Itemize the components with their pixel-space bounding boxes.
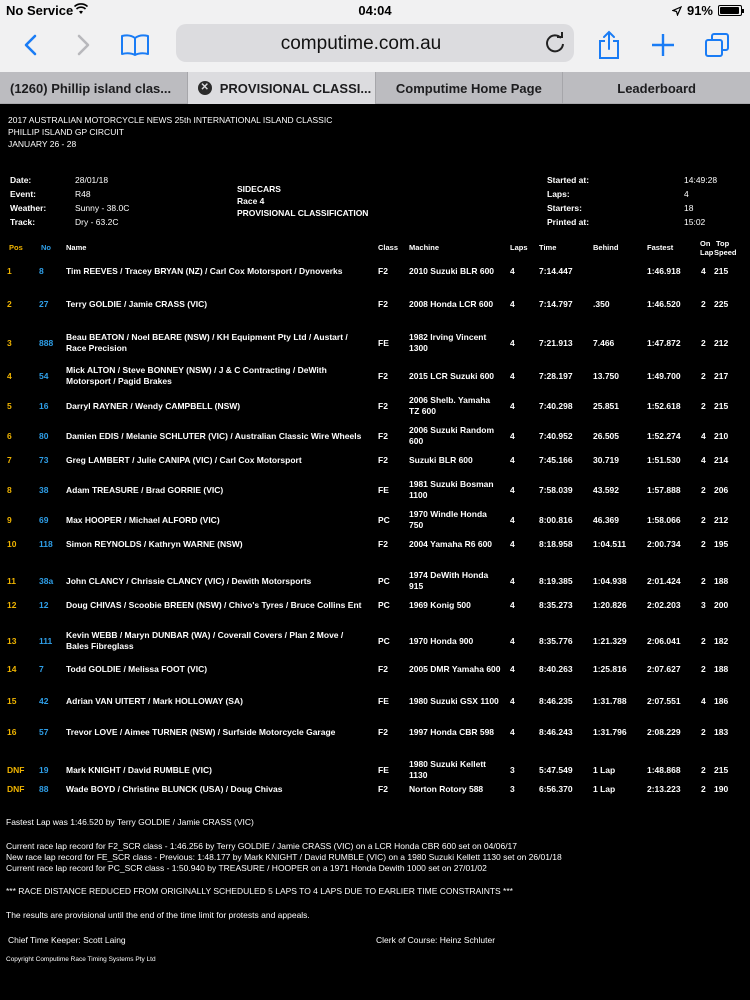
cell-machine: Suzuki BLR 600 (409, 455, 473, 465)
cell-pos: 11 (7, 576, 16, 586)
cell-fastest: 1:47.872 (647, 338, 681, 348)
cell-laps: 4 (510, 696, 515, 706)
cell-machine: 2005 DMR Yamaha 600 (409, 664, 501, 674)
battery-icon (718, 5, 742, 16)
cell-time: 6:56.370 (539, 784, 573, 794)
lap-record-fe: New race lap record for FE_SCR class - Previous: 1:48.177 by Mark KNIGHT / David RUMBLE (VIC) on a 1980 Suzuki Kellett 1130 set on 26/01/18 (6, 852, 562, 862)
col-name: Name (66, 243, 87, 252)
cell-pos: DNF (7, 784, 25, 794)
cell-laps: 3 (510, 784, 515, 794)
forward-button[interactable] (66, 28, 100, 62)
track-value: Dry - 63.2C (75, 217, 119, 227)
cell-name: Kevin WEBB / Maryn DUNBAR (WA) / Coverall Covers / Plan 2 Move / Bales Fibreglass (66, 630, 344, 651)
share-icon (598, 30, 620, 60)
cell-machine: 1997 Honda CBR 598 (409, 727, 495, 737)
cell-fastest: 2:06.041 (647, 636, 681, 646)
cell-class: PC (378, 600, 390, 610)
chief-time-keeper: Chief Time Keeper: Scott Laing (8, 935, 126, 945)
cell-no: 27 (39, 299, 49, 309)
cell-name: Doug CHIVAS / Scoobie BREEN (NSW) / Chivo's Tyres / Bruce Collins Ent (66, 600, 362, 610)
cell-laps: 4 (510, 401, 515, 411)
col-pos: Pos (9, 243, 23, 252)
cell-machine: 2015 LCR Suzuki 600 (409, 371, 495, 381)
cell-fastest: 1:49.700 (647, 371, 681, 381)
cell-time: 7:28.197 (539, 371, 573, 381)
cell-time: 7:58.039 (539, 485, 573, 495)
cell-time: 7:45.166 (539, 455, 573, 465)
cell-name: Mick ALTON / Steve BONNEY (NSW) / J & C Contracting / DeWith Motorsport / Pagid Brakes (66, 365, 327, 386)
status-right (672, 3, 742, 18)
lap-record-pc: Current race lap record for PC_SCR class - 1:50.940 by TREASURE / HOOPER on a 1971 Honda Dewith 1000 set on 27/01/02 (6, 863, 487, 873)
cell-no: 7 (39, 664, 44, 674)
cell-behind: 1:21.329 (593, 636, 627, 646)
cell-pos: DNF (7, 765, 25, 775)
cell-time: 7:40.952 (539, 431, 573, 441)
col-class: Class (378, 243, 399, 252)
cell-name: Max HOOPER / Michael ALFORD (VIC) (66, 515, 220, 525)
cell-class: F2 (378, 664, 388, 674)
cell-machine: 1970 Windle Honda 750 (409, 509, 487, 530)
cell-pos: 12 (7, 600, 17, 610)
cell-class: F2 (378, 401, 388, 411)
clerk-of-course: Clerk of Course: Heinz Schluter (376, 935, 496, 945)
cell-time: 5:47.549 (539, 765, 573, 775)
cell-machine: 2006 Suzuki Random 600 (409, 425, 495, 446)
cell-no: 42 (39, 696, 49, 706)
started-value: 14:49:28 (684, 175, 718, 185)
tabs-overview-button[interactable] (700, 28, 734, 62)
tabs-icon (705, 33, 729, 57)
event-label: Event: (10, 189, 36, 199)
tab-computime-home[interactable] (376, 72, 564, 104)
cell-machine: 1980 Suzuki GSX 1100 (409, 696, 499, 706)
cell-machine: 2010 Suzuki BLR 600 (409, 266, 495, 276)
cell-behind: 1:04.938 (593, 576, 627, 586)
cell-time: 7:21.913 (539, 338, 573, 348)
starters-value: 18 (684, 203, 694, 213)
book-icon (120, 33, 150, 57)
cell-name: John CLANCY / Chrissie CLANCY (VIC) / Dewith Motorsports (66, 576, 312, 586)
cell-on: 2 (701, 299, 706, 309)
cell-class: F2 (378, 431, 388, 441)
date-label: Date: (10, 175, 32, 185)
cell-behind: 1:20.826 (593, 600, 627, 610)
cell-no: 54 (39, 371, 49, 381)
cell-behind: 13.750 (593, 371, 619, 381)
classification-type: PROVISIONAL CLASSIFICATION (237, 208, 369, 218)
cell-on: 2 (701, 576, 706, 586)
cell-name: Tim REEVES / Tracey BRYAN (NZ) / Carl Cox Motorsport / Dynoverks (66, 266, 343, 276)
cell-speed: 217 (714, 371, 729, 381)
cell-time: 8:35.273 (539, 600, 573, 610)
cell-no: 19 (39, 765, 49, 775)
cell-name: Damien EDIS / Melanie SCHLUTER (VIC) / Australian Classic Wire Wheels (66, 431, 362, 441)
reload-icon[interactable] (544, 32, 566, 54)
cell-machine: 1969 Konig 500 (409, 600, 471, 610)
cell-class: PC (378, 636, 390, 646)
cell-speed: 225 (714, 299, 729, 309)
cell-laps: 4 (510, 338, 515, 348)
cell-class: PC (378, 576, 390, 586)
chevron-left-icon (23, 34, 39, 56)
cell-fastest: 1:57.888 (647, 485, 681, 495)
cell-time: 8:18.958 (539, 539, 573, 549)
cell-machine: 1981 Suzuki Bosman 1100 (409, 479, 494, 500)
cell-laps: 4 (510, 576, 515, 586)
cell-speed: 210 (714, 431, 729, 441)
col-behind: Behind (593, 243, 619, 252)
cell-time: 7:14.797 (539, 299, 573, 309)
share-button[interactable] (592, 28, 626, 62)
lap-record-f2: Current race lap record for F2_SCR class - 1:46.256 by Terry GOLDIE / Jamie CRASS (VIC) on a LCR Honda CBR 600 set on 04/06/17 (6, 841, 518, 851)
cell-fastest: 2:08.229 (647, 727, 681, 737)
cell-fastest: 2:07.627 (647, 664, 681, 674)
cell-fastest: 1:46.520 (647, 299, 681, 309)
col-speed: Speed (714, 248, 737, 257)
cell-machine: 2008 Honda LCR 600 (409, 299, 494, 309)
cell-name: Adrian VAN UITERT / Mark HOLLOWAY (SA) (66, 696, 243, 706)
cell-speed: 215 (714, 401, 729, 411)
cell-pos: 15 (7, 696, 17, 706)
weather-value: Sunny - 38.0C (75, 203, 130, 213)
cell-pos: 13 (7, 636, 17, 646)
cell-pos: 14 (7, 664, 17, 674)
cell-fastest: 2:00.734 (647, 539, 681, 549)
cell-no: 8 (39, 266, 44, 276)
cell-class: F2 (378, 299, 388, 309)
cell-class: F2 (378, 266, 388, 276)
cell-behind: 1 Lap (593, 784, 616, 794)
tab-bar (0, 72, 750, 104)
cell-class: FE (378, 696, 389, 706)
cell-time: 8:46.235 (539, 696, 573, 706)
cell-speed: 188 (714, 576, 729, 586)
date-value: 28/01/18 (75, 175, 109, 185)
event-header (8, 114, 332, 150)
starters-label: Starters: (547, 203, 582, 213)
location-arrow-icon (672, 6, 682, 16)
tab-leaderboard[interactable] (563, 72, 750, 104)
col-fastest: Fastest (647, 243, 674, 252)
cell-time: 8:46.243 (539, 727, 573, 737)
col-on: On (700, 239, 711, 248)
cell-laps: 4 (510, 485, 515, 495)
cell-speed: 195 (714, 539, 729, 549)
cell-machine: 1982 Irving Vincent 1300 (409, 332, 487, 353)
cell-name: Wade BOYD / Christine BLUNCK (USA) / Doug Chivas (66, 784, 283, 794)
cell-on: 2 (701, 636, 706, 646)
cell-on: 4 (701, 431, 706, 441)
cell-pos: 6 (7, 431, 12, 441)
event-value: R48 (75, 189, 91, 199)
cell-no: 73 (39, 455, 49, 465)
cell-class: F2 (378, 455, 388, 465)
cell-behind: 26.505 (593, 431, 619, 441)
cell-class: FE (378, 485, 389, 495)
cell-fastest: 2:07.551 (647, 696, 681, 706)
col-laps: Laps (510, 243, 528, 252)
race-class: SIDECARS (237, 184, 281, 194)
event-dates: JANUARY 26 - 28 (8, 139, 77, 149)
race-distance-notice: *** RACE DISTANCE REDUCED FROM ORIGINALLY SCHEDULED 5 LAPS TO 4 LAPS DUE TO EARLIER TIME CONSTRAINTS *** (6, 886, 513, 896)
cell-no: 118 (39, 539, 53, 549)
browser-toolbar (0, 20, 750, 72)
event-venue: PHILLIP ISLAND GP CIRCUIT (8, 127, 124, 137)
cell-fastest: 2:01.424 (647, 576, 681, 586)
cell-no: 16 (39, 401, 49, 411)
cell-class: F2 (378, 784, 388, 794)
cell-on: 4 (701, 266, 706, 276)
address-bar[interactable] (176, 24, 574, 62)
col-no: No (41, 243, 51, 252)
results-page (0, 104, 750, 1000)
cell-behind: 1:25.816 (593, 664, 627, 674)
close-tab-icon[interactable]: ✕ (198, 81, 212, 95)
cell-pos: 16 (7, 727, 17, 737)
cell-behind: 1:31.796 (593, 727, 627, 737)
cell-on: 2 (701, 401, 706, 411)
cell-no: 80 (39, 431, 49, 441)
cell-machine: 1970 Honda 900 (409, 636, 474, 646)
cell-name: Greg LAMBERT / Julie CANIPA (VIC) / Carl Cox Motorsport (66, 455, 302, 465)
cell-pos: 3 (7, 338, 12, 348)
cell-on: 3 (701, 600, 706, 610)
cell-fastest: 2:02.203 (647, 600, 681, 610)
cell-on: 2 (701, 515, 706, 525)
tab-label: PROVISIONAL CLASSI... (219, 80, 372, 96)
tab-provisional-classification[interactable] (188, 72, 376, 104)
cell-name: Todd GOLDIE / Melissa FOOT (VIC) (66, 664, 208, 674)
cell-machine: 2004 Yamaha R6 600 (409, 539, 493, 549)
cell-pos: 7 (7, 455, 12, 465)
cell-behind: 25.851 (593, 401, 619, 411)
cell-name: Simon REYNOLDS / Kathryn WARNE (NSW) (66, 539, 243, 549)
chevron-right-icon (75, 34, 91, 56)
cell-pos: 8 (7, 485, 12, 495)
cell-class: F2 (378, 371, 388, 381)
cell-behind: 1:04.511 (593, 539, 627, 549)
cell-fastest: 1:48.868 (647, 765, 681, 775)
cell-time: 8:35.776 (539, 636, 573, 646)
cell-speed: 200 (714, 600, 729, 610)
cell-time: 8:00.816 (539, 515, 573, 525)
track-label: Track: (10, 217, 36, 227)
cell-machine: 1974 DeWith Honda 915 (409, 570, 489, 591)
cell-name: Darryl RAYNER / Wendy CAMPBELL (NSW) (66, 401, 241, 411)
cell-pos: 4 (7, 371, 12, 381)
copyright: Copyright Computime Race Timing Systems Pty Ltd (6, 956, 156, 963)
cell-no: 69 (39, 515, 49, 525)
clock: 04:04 (358, 3, 392, 18)
cell-fastest: 1:51.530 (647, 455, 681, 465)
cell-laps: 4 (510, 539, 515, 549)
cell-on: 2 (701, 539, 706, 549)
col-lap: Lap (700, 248, 714, 257)
cell-on: 2 (701, 784, 706, 794)
cell-speed: 183 (714, 727, 729, 737)
cell-laps: 4 (510, 636, 515, 646)
cell-behind: 1:31.788 (593, 696, 627, 706)
cell-speed: 215 (714, 266, 729, 276)
cell-no: 888 (39, 338, 54, 348)
cell-laps: 4 (510, 727, 515, 737)
cell-class: FE (378, 338, 389, 348)
cell-speed: 215 (714, 765, 729, 775)
cell-speed: 190 (714, 784, 729, 794)
cell-class: F2 (378, 727, 388, 737)
cell-class: PC (378, 515, 390, 525)
cell-behind: 7.466 (593, 338, 615, 348)
cell-laps: 4 (510, 299, 515, 309)
race-number: Race 4 (237, 196, 265, 206)
cell-behind: 43.592 (593, 485, 619, 495)
cell-pos: 2 (7, 299, 12, 309)
cell-no: 12 (39, 600, 49, 610)
cell-class: F2 (378, 539, 388, 549)
cell-pos: 1 (7, 266, 12, 276)
cell-fastest: 1:46.918 (647, 266, 681, 276)
cell-behind: 46.369 (593, 515, 619, 525)
cell-behind: 30.719 (593, 455, 619, 465)
back-button[interactable] (14, 28, 48, 62)
cell-name: Mark KNIGHT / David RUMBLE (VIC) (66, 765, 212, 775)
tab-phillip-island[interactable] (0, 72, 188, 104)
event-title: 2017 AUSTRALIAN MOTORCYCLE NEWS 25th INTERNATIONAL ISLAND CLASSIC (8, 115, 333, 125)
cell-on: 2 (701, 371, 706, 381)
bookmarks-button[interactable] (118, 28, 152, 62)
cell-laps: 4 (510, 266, 515, 276)
cell-time: 7:14.447 (539, 266, 573, 276)
cell-fastest: 1:52.274 (647, 431, 681, 441)
printed-label: Printed at: (547, 217, 590, 227)
cell-machine: 2006 Shelb. Yamaha TZ 600 (409, 395, 491, 416)
cell-name: Beau BEATON / Noel BEARE (NSW) / KH Equipment Pty Ltd / Austart / Race Precision (66, 332, 348, 353)
cell-name: Terry GOLDIE / Jamie CRASS (VIC) (66, 299, 208, 309)
printed-value: 15:02 (684, 217, 706, 227)
cell-fastest: 1:52.618 (647, 401, 681, 411)
cell-name: Trevor LOVE / Aimee TURNER (NSW) / Surfside Motorcycle Garage (66, 727, 336, 737)
col-machine: Machine (409, 243, 440, 252)
cell-on: 2 (701, 485, 706, 495)
cell-speed: 182 (714, 636, 729, 646)
status-bar (0, 0, 750, 20)
cell-machine: Norton Rotory 588 (409, 784, 484, 794)
cell-name: Adam TREASURE / Brad GORRIE (VIC) (66, 485, 224, 495)
laps-value: 4 (684, 189, 689, 199)
cell-time: 8:40.263 (539, 664, 573, 674)
cell-time: 8:19.385 (539, 576, 573, 586)
cell-laps: 3 (510, 765, 515, 775)
cell-speed: 188 (714, 664, 729, 674)
cell-no: 38a (39, 576, 54, 586)
cell-class: FE (378, 765, 389, 775)
cell-on: 2 (701, 727, 706, 737)
cell-time: 7:40.298 (539, 401, 573, 411)
cell-no: 57 (39, 727, 49, 737)
cell-fastest: 2:13.223 (647, 784, 681, 794)
carrier-label: No Service (6, 3, 74, 18)
cell-behind: .350 (593, 299, 610, 309)
tab-label: Computime Home Page (395, 80, 542, 96)
cell-fastest: 1:58.066 (647, 515, 681, 525)
new-tab-button[interactable] (646, 28, 680, 62)
cell-on: 2 (701, 338, 706, 348)
cell-speed: 206 (714, 485, 729, 495)
laps-label: Laps: (547, 189, 570, 199)
cell-speed: 212 (714, 338, 729, 348)
tab-label: Leaderboard (617, 80, 696, 96)
plus-icon (651, 33, 675, 57)
cell-on: 4 (701, 696, 706, 706)
started-label: Started at: (547, 175, 590, 185)
cell-laps: 4 (510, 515, 515, 525)
cell-pos: 10 (7, 539, 17, 549)
cell-behind: 1 Lap (593, 765, 616, 775)
tab-label: (1260) Phillip island clas... (10, 80, 172, 96)
cell-no: 38 (39, 485, 49, 495)
col-time: Time (539, 243, 557, 252)
cell-laps: 4 (510, 431, 515, 441)
cell-laps: 4 (510, 455, 515, 465)
cell-pos: 9 (7, 515, 12, 525)
weather-label: Weather: (10, 203, 47, 213)
fastest-lap-note: Fastest Lap was 1:46.520 by Terry GOLDIE / Jamie CRASS (VIC) (6, 817, 254, 827)
cell-speed: 214 (714, 455, 729, 465)
cell-speed: 212 (714, 515, 729, 525)
cell-on: 2 (701, 664, 706, 674)
cell-no: 88 (39, 784, 49, 794)
cell-pos: 5 (7, 401, 12, 411)
provisional-note: The results are provisional until the end of the time limit for protests and appeals. (6, 910, 310, 920)
url-text: computime.com.au (280, 33, 442, 54)
battery-percent: 91% (686, 3, 713, 18)
cell-on: 2 (701, 765, 706, 775)
cell-on: 4 (701, 455, 706, 465)
cell-laps: 4 (510, 600, 515, 610)
cell-speed: 186 (714, 696, 729, 706)
cell-laps: 4 (510, 371, 515, 381)
cell-laps: 4 (510, 664, 515, 674)
cell-machine: 1980 Suzuki Kellett 1130 (409, 759, 487, 780)
col-top: Top (716, 239, 730, 248)
cell-no: 111 (39, 636, 53, 646)
